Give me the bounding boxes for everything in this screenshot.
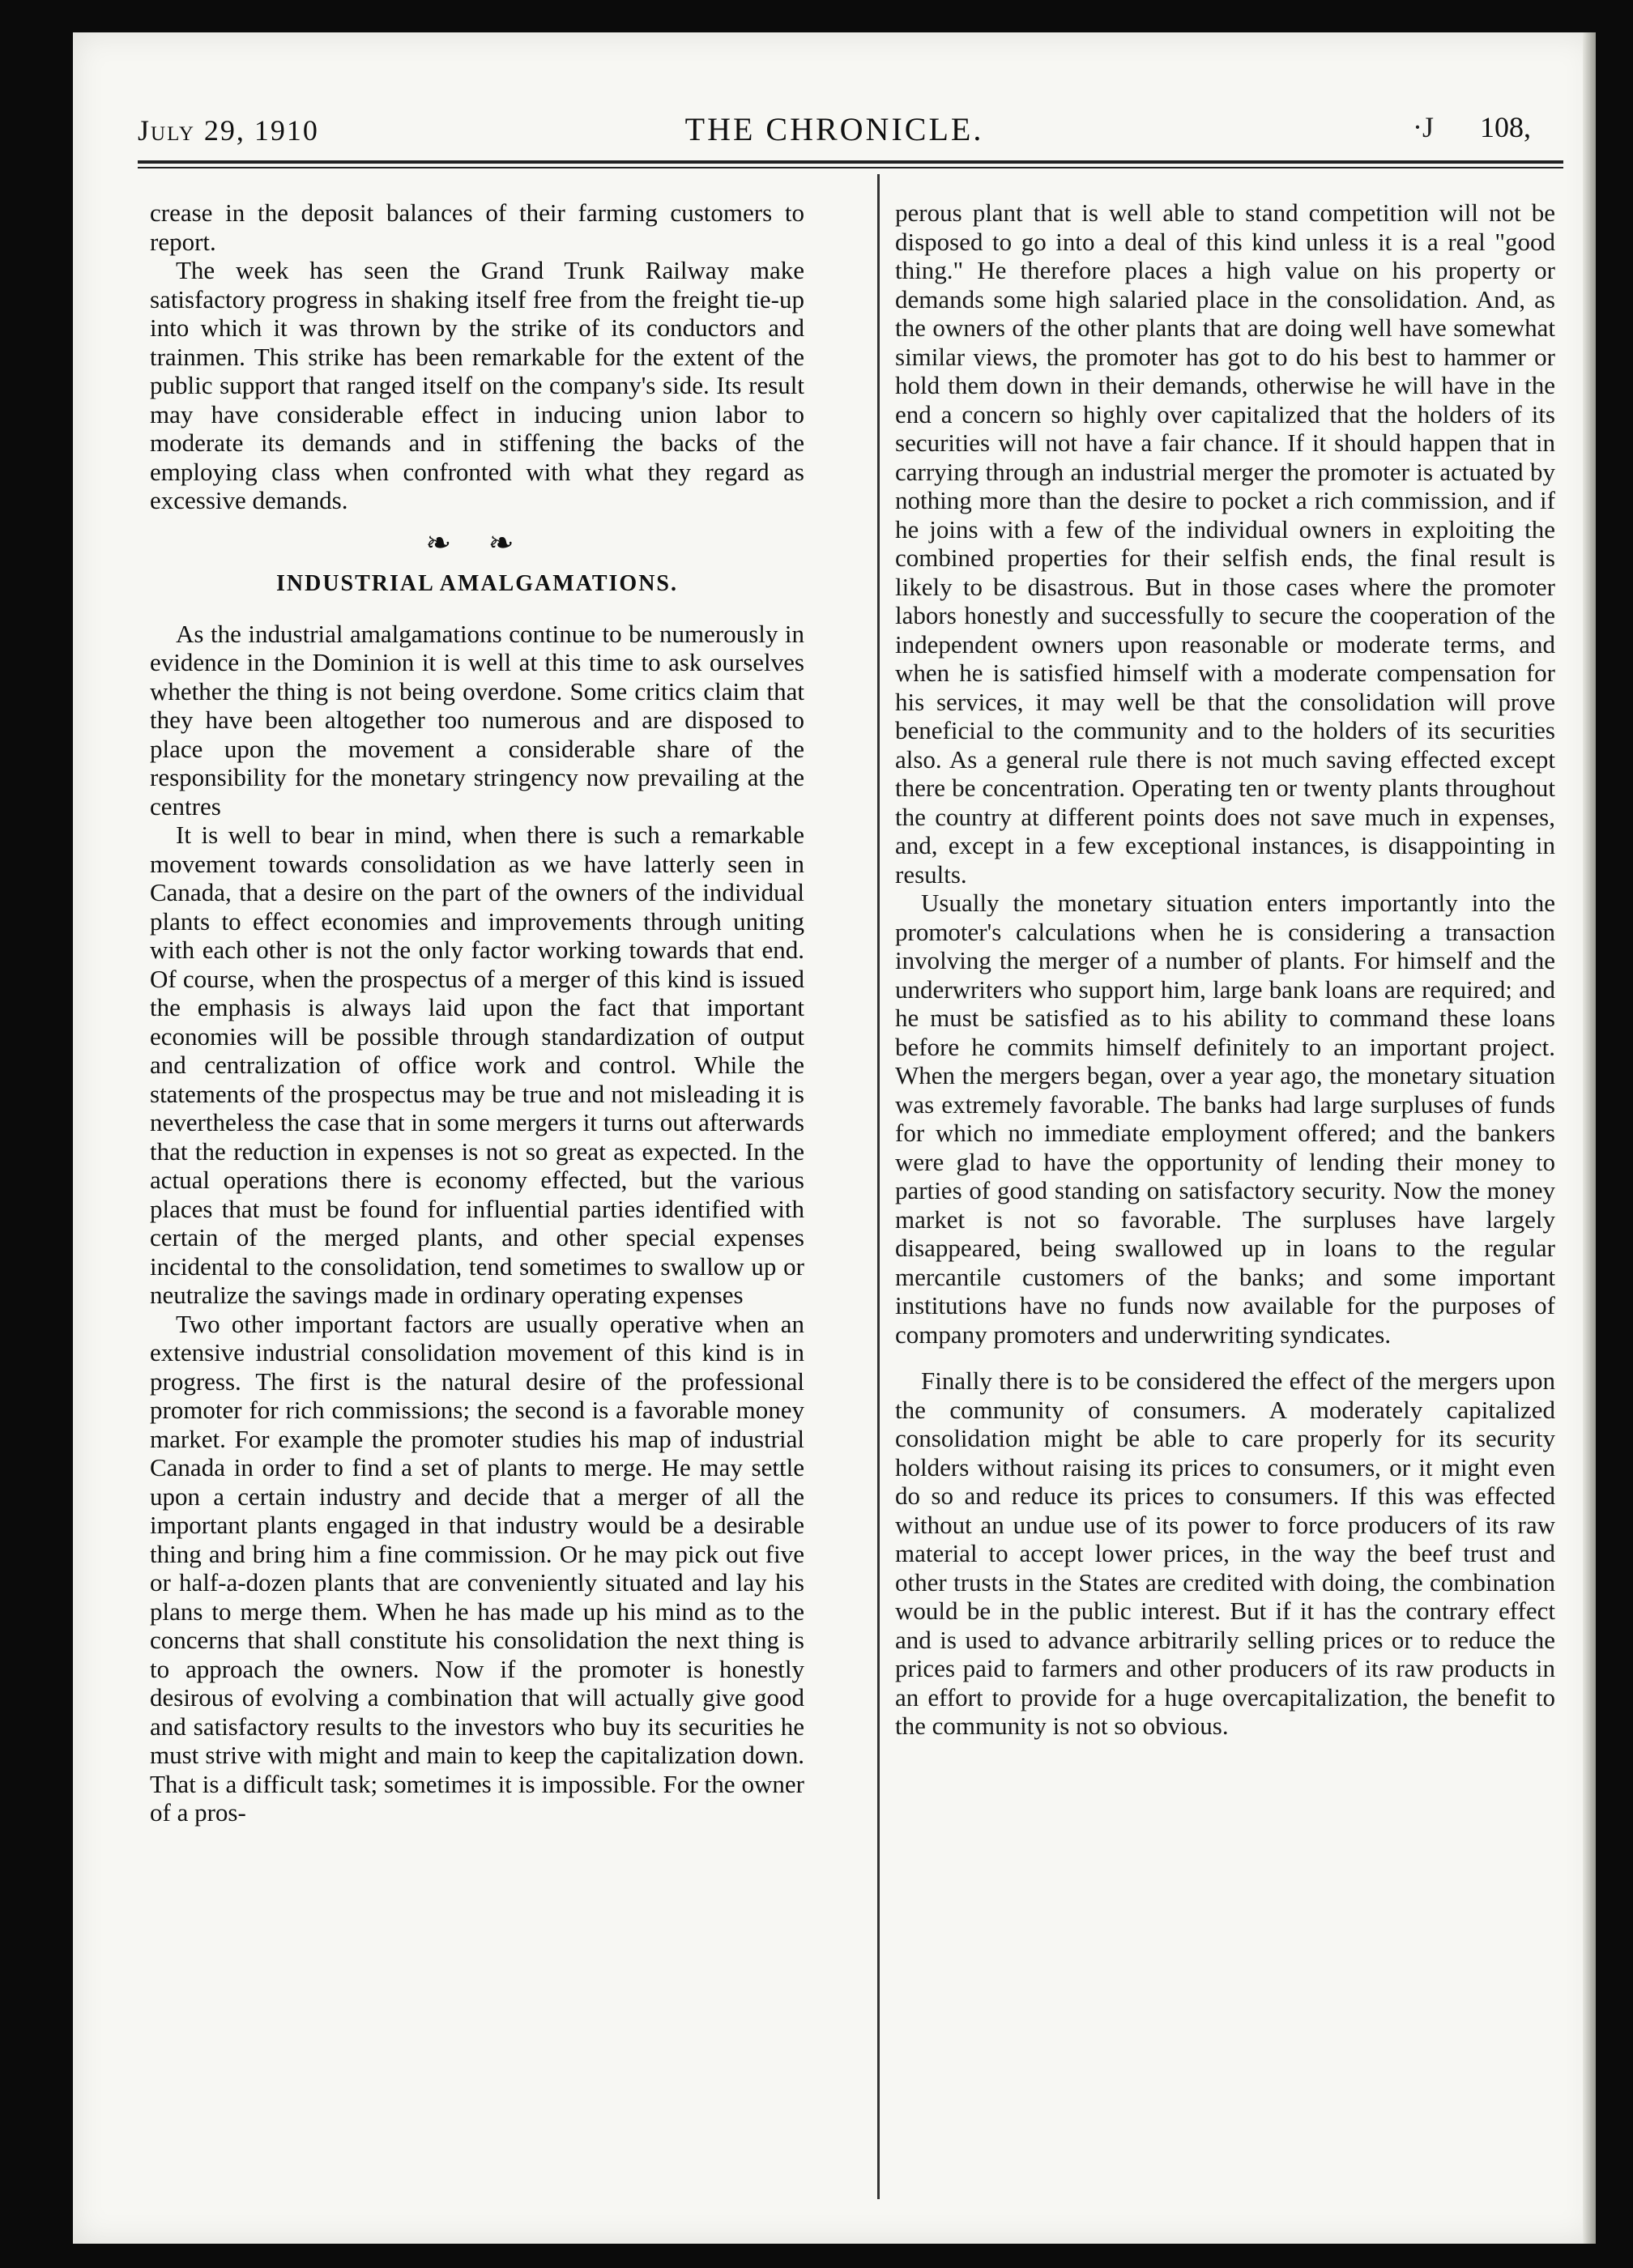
margin-mark: ·J [1413, 111, 1434, 143]
section-ornament: ❧ ❧ [425, 526, 529, 561]
page-edge [1583, 32, 1596, 2244]
paragraph: crease in the deposit balances of their farming customers to report. [150, 198, 804, 256]
paragraph: Finally there is to be considered the effect of the mergers upon the community of consumers. A moderately capitalized consolidation might be able to care properly for its security holders without raising its prices to consumers, or it might even do so and reduce its prices to consumers. If this was effected without an undue use of its power to force producers of its raw material to accept lower prices, in the way the beef trust and other trusts in the States are credited with doing, the combination would be in the public interest. But if it has the contrary effect and is used to advance arbitrarily selling prices or to reduce the prices paid to farmers and other producers of its raw products in an effort to provide for a huge overcapitalization, the benefit to the community is not so obvious. [895, 1366, 1555, 1740]
paragraph: As the industrial amalgamations continue to be numerously in evidence in the Dominion it is well at this time to ask ourselves whether the thing is not being overdone. Some critics claim that they have been altogether too numerous and are disposed to place upon the movement a considerable share of the responsibility for the monetary stringency now prevailing at the centres [150, 619, 804, 821]
paragraph: The week has seen the Grand Trunk Railway make satisfactory progress in shaking itself free from the freight tie-up into which it was thrown by the strike of its conductors and trainmen. This strike has been remarkable for the extent of the public support that ranged itself on the company's side. Its result may have considerable effect in inducing union labor to moderate its demands and in stiffening the backs of the employing class when confronted with what they regard as excessive demands. [150, 256, 804, 514]
right-column [895, 198, 1555, 1741]
article-heading: INDUSTRIAL AMALGAMATIONS. [276, 571, 678, 596]
paragraph: perous plant that is well able to stand competition will not be disposed to go into a deal of this kind unless it is a real "good thing." He therefore places a high value on his property or demands some high salaried place in the consolidation. And, as the owners of the other plants that are doing well have somewhat similar views, the promoter has got to do his best to hammer or hold them down in their demands, otherwise he will have in the end a concern so highly over capitalized that the holders of its securities will not have a fair chance. If it should happen that in carrying through an industrial merger the promoter is actuated by nothing more than the desire to pocket a rich commission, and if he joins with a few of the individual owners in exploiting the combined properties for their selfish ends, the final result is likely to be disastrous. But in those cases where the promoter labors honestly and successfully to secure the cooperation of the independent owners upon reasonable or moderate terms, and when he is satisfied himself with a moderate compensation for his services, it may well be that the consolidation will prove beneficial to the community and to the holders of its securities also. As a general rule there is not much saving effected except there be concentration. Operating ten or twenty plants throughout the country at different points does not save much in expenses, and, except in a few exceptional instances, is disappointing in results. [895, 198, 1555, 889]
issue-date: July 29, 1910 [138, 114, 319, 147]
header-rule-thin [138, 167, 1563, 168]
page-number: 108, [1480, 111, 1531, 143]
left-column [150, 198, 804, 1827]
paragraph: Two other important factors are usually operative when an extensive industrial consolidation movement of this kind is in progress. The first is the natural desire of the professional promoter for rich commissions; the second is a favorable money market. For example the promoter studies his map of industrial Canada in order to find a set of plants to merge. He may settle upon a certain industry and decide that a merger of all the important plants engaged in that industry would be a desirable thing and bring him a fine commission. Or he may pick out five or half-a-dozen plants that are conveniently situated and lay his plans to merge them. When he has made up his mind as to the concerns that shall constitute his consolidation the next thing is to approach the owners. Now if the promoter is honestly desirous of evolving a combination that will actually give good and satisfactory results to the investors who buy its securities he must strive with might and main to keep the capitalization down. That is a difficult task; sometimes it is impossible. For the owner of a pros- [150, 1309, 804, 1827]
column-divider [877, 174, 880, 2199]
paragraph: It is well to bear in mind, when there is such a remarkable movement towards consolidation as we have latterly seen in Canada, that a desire on the part of the owners of the individual plants to effect economies and improvements through uniting with each other is not the only factor working towards that end. Of course, when the prospectus of a merger of this kind is issued the emphasis is always laid upon the fact that important economies will be possible through standardization of output and centralization of office work and control. While the statements of the prospectus may be true and not misleading it is nevertheless the case that in some mergers it turns out afterwards that the reduction in expenses is not so great as expected. In the actual operations there is economy effected, but the various places that must be found for influential parties identified with certain of the merged plants, and other special expenses incidental to the consolidation, tend sometimes to swallow up or neutralize the savings made in ordinary operating expenses [150, 821, 804, 1309]
page-header [138, 99, 1531, 156]
masthead-title: THE CHRONICLE. [684, 111, 984, 147]
newspaper-page [73, 32, 1596, 2244]
header-rule-thick [138, 160, 1563, 164]
paragraph: Usually the monetary situation enters importantly into the promoter's calculations when he is considering a transaction involving the merger of a number of plants. For himself and the underwriters who support him, large bank loans are required; and he must be satisfied as to his ability to command these loans before he commits himself definitely to an important project. When the mergers began, over a year ago, the monetary situation was extremely favorable. The banks had large surpluses of funds for which no immediate employment offered; and the bankers were glad to have the opportunity of lending their money to parties of good standing on satisfactory security. Now the money market is not so favorable. The surpluses have largely disappeared, being swallowed up in loans to the regular mercantile customers of the banks; and some important institutions have no funds now available for the purposes of company promoters and underwriting syndicates. [895, 889, 1555, 1349]
